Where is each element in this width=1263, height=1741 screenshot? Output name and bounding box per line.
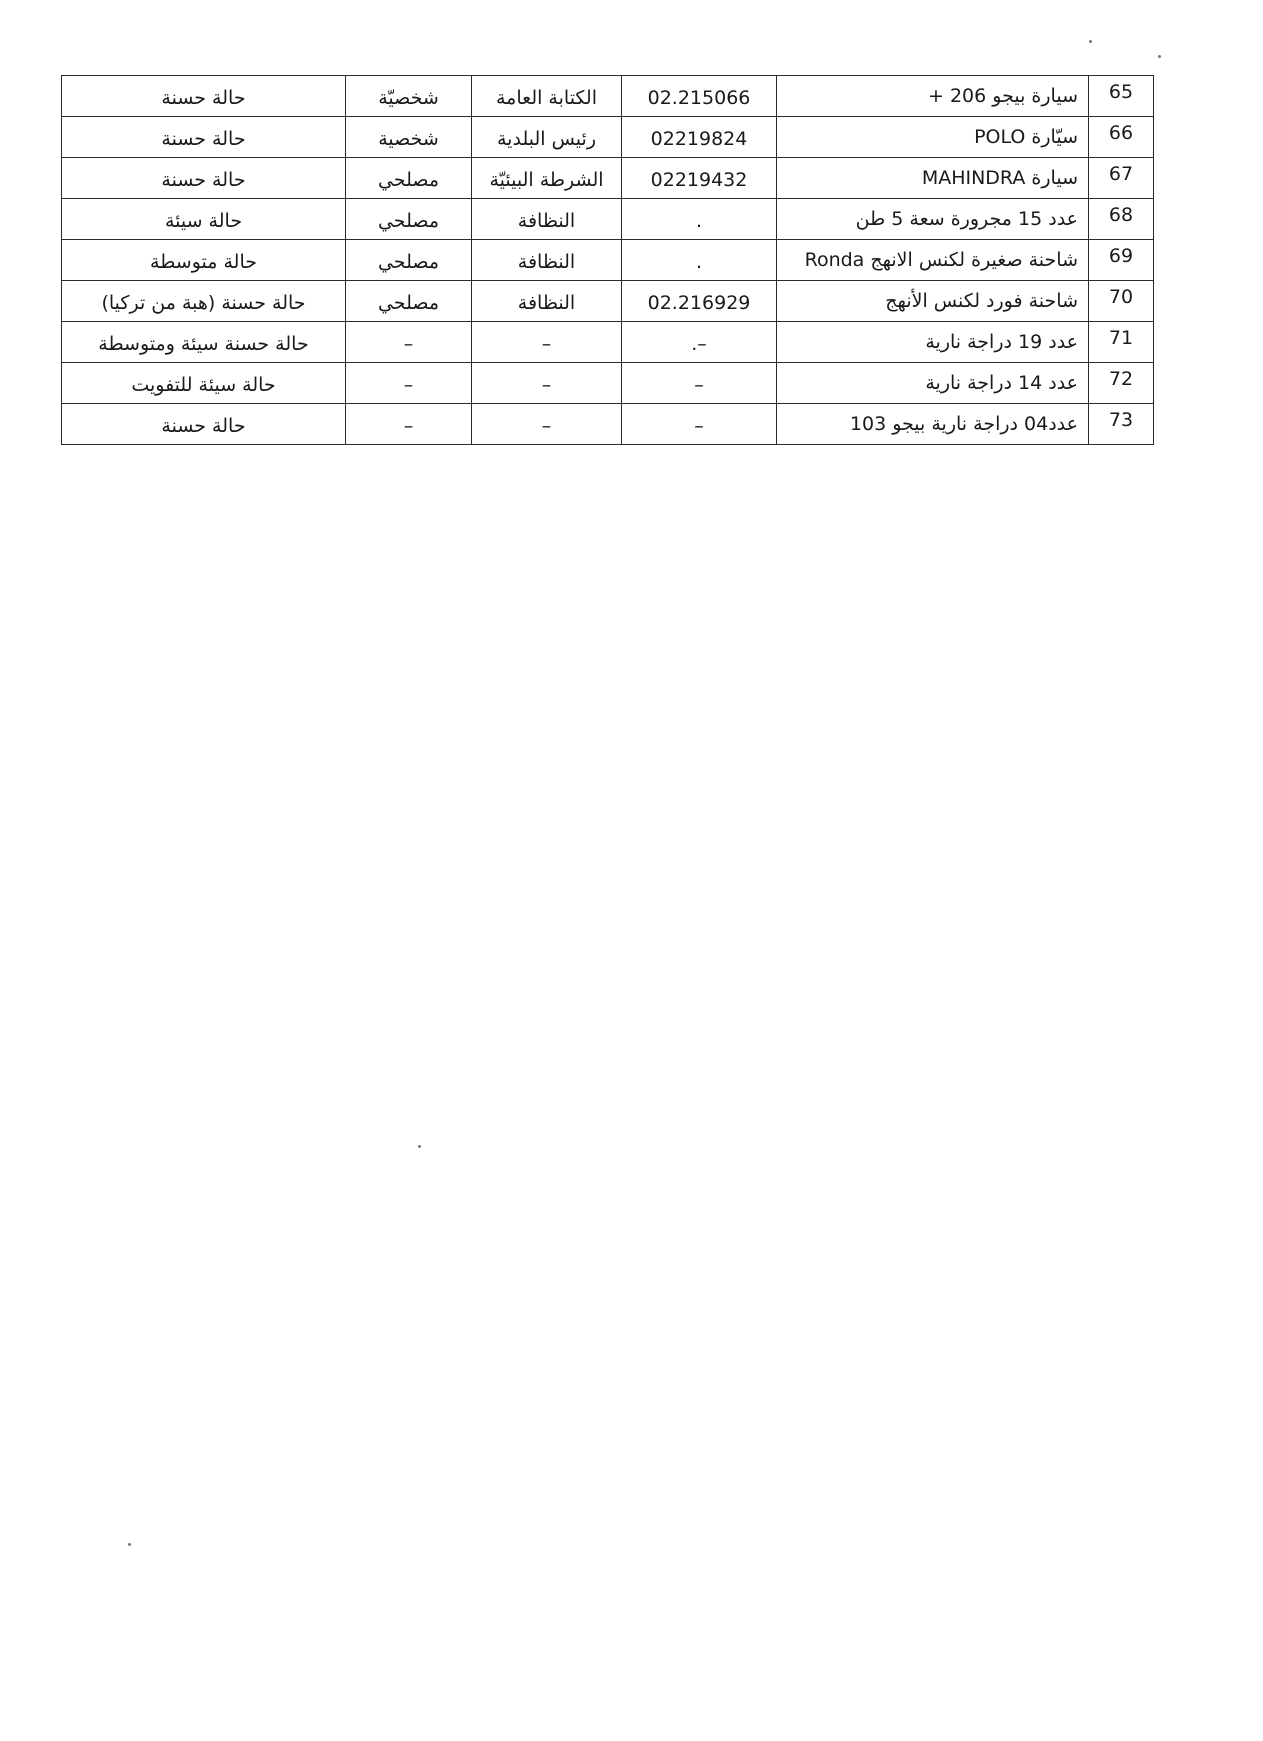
plate-number-cell-text: 02.215066 [647,87,751,109]
plate-number-cell-text: 02219824 [650,128,748,150]
row-number-cell [1089,199,1154,240]
vehicle-description-cell [777,158,1089,199]
usage-type-cell [346,158,472,199]
vehicle-description-cell [777,363,1089,404]
department-cell [472,117,622,158]
usage-type-cell [346,240,472,281]
usage-type-cell-text: – [403,333,414,355]
vehicle-description-cell [777,76,1089,117]
condition-cell-text: حالة حسنة (هبة من تركيا) [101,292,306,314]
department-cell-text: الكتابة العامة [496,87,597,109]
condition-cell [62,76,346,117]
department-cell-text: رئيس البلدية [497,128,596,150]
row-number-cell-text: 66 [1108,122,1134,144]
condition-cell-text: حالة متوسطة [150,251,257,273]
vehicle-description-cell-text: سيّارة POLO [974,126,1078,148]
usage-type-cell [346,117,472,158]
plate-number-cell [622,199,777,240]
usage-type-cell-text: مصلحي [377,169,440,191]
row-number-cell-text: 71 [1108,327,1134,349]
table-row [62,76,1154,117]
usage-type-cell [346,363,472,404]
row-number-cell [1089,240,1154,281]
usage-type-cell-text: شخصيّة [378,87,439,109]
row-number-cell [1089,76,1154,117]
plate-number-cell [622,322,777,363]
scan-speck [128,1543,131,1546]
department-cell [472,240,622,281]
condition-cell-text: حالة حسنة [161,87,246,109]
plate-number-cell [622,363,777,404]
vehicle-description-cell-text: شاحنة صغيرة لكنس الانهج Ronda [804,249,1078,271]
table-row [62,158,1154,199]
condition-cell-text: حالة سيئة للتفويت [131,374,276,396]
plate-number-cell-text: . [695,210,703,232]
row-number-cell-text: 65 [1108,81,1134,103]
usage-type-cell-text: – [403,415,414,437]
usage-type-cell-text: مصلحي [377,251,440,273]
plate-number-cell [622,240,777,281]
condition-cell [62,199,346,240]
table-row [62,199,1154,240]
vehicle-description-cell-text: عدد 19 دراجة نارية [925,331,1078,353]
department-cell-text: النظافة [517,292,576,314]
table-row [62,322,1154,363]
row-number-cell [1089,404,1154,445]
plate-number-cell [622,117,777,158]
condition-cell-text: حالة حسنة [161,415,246,437]
condition-cell [62,363,346,404]
usage-type-cell [346,281,472,322]
condition-cell [62,158,346,199]
department-cell [472,199,622,240]
row-number-cell [1089,363,1154,404]
row-number-cell-text: 69 [1108,245,1134,267]
department-cell [472,158,622,199]
usage-type-cell [346,404,472,445]
row-number-cell-text: 70 [1108,286,1134,308]
vehicle-description-cell [777,199,1089,240]
row-number-cell-text: 68 [1108,204,1134,226]
vehicle-description-cell [777,322,1089,363]
department-cell [472,404,622,445]
vehicle-description-cell [777,404,1089,445]
vehicle-inventory-table [61,75,1154,445]
vehicle-description-cell-text: عدد04 دراجة نارية بيجو 103 [849,413,1078,435]
vehicle-description-cell [777,281,1089,322]
department-cell-text: النظافة [517,251,576,273]
row-number-cell-text: 73 [1108,409,1134,431]
department-cell [472,76,622,117]
table-row [62,240,1154,281]
row-number-cell-text: 72 [1108,368,1134,390]
row-number-cell [1089,117,1154,158]
condition-cell-text: حالة حسنة [161,128,246,150]
department-cell-text: – [541,374,552,396]
condition-cell-text: حالة حسنة سيئة ومتوسطة [98,333,309,355]
table-body [62,76,1154,445]
department-cell [472,322,622,363]
row-number-cell [1089,158,1154,199]
vehicle-description-cell-text: عدد 14 دراجة نارية [925,372,1078,394]
usage-type-cell [346,322,472,363]
usage-type-cell [346,76,472,117]
department-cell [472,281,622,322]
table-row [62,363,1154,404]
plate-number-cell-text: –. [691,333,707,355]
vehicle-description-cell-text: شاحنة فورد لكنس الأنهج [885,290,1078,312]
plate-number-cell [622,158,777,199]
table-row [62,117,1154,158]
condition-cell-text: حالة حسنة [161,169,246,191]
plate-number-cell [622,76,777,117]
row-number-cell-text: 67 [1108,163,1134,185]
row-number-cell [1089,281,1154,322]
vehicle-description-cell [777,240,1089,281]
vehicle-description-cell-text: سيارة MAHINDRA [921,167,1078,189]
vehicle-description-cell-text: عدد 15 مجرورة سعة 5 طن [855,208,1078,230]
plate-number-cell [622,281,777,322]
department-cell-text: النظافة [517,210,576,232]
plate-number-cell-text: 02219432 [650,169,748,191]
vehicle-description-cell [777,117,1089,158]
department-cell-text: الشرطة البيئيّة [489,169,604,191]
condition-cell [62,404,346,445]
usage-type-cell [346,199,472,240]
condition-cell [62,322,346,363]
department-cell [472,363,622,404]
condition-cell [62,117,346,158]
usage-type-cell-text: شخصية [378,128,439,150]
condition-cell-text: حالة سيئة [164,210,243,232]
vehicle-description-cell-text: سيارة بيجو 206 + [928,85,1078,107]
row-number-cell [1089,322,1154,363]
department-cell-text: – [541,333,552,355]
scan-speck [1089,40,1092,43]
plate-number-cell-text: – [694,415,704,437]
plate-number-cell-text: – [694,374,704,396]
department-cell-text: – [541,415,552,437]
usage-type-cell-text: مصلحي [377,292,440,314]
plate-number-cell [622,404,777,445]
plate-number-cell-text: . [695,251,703,273]
condition-cell [62,281,346,322]
table-row [62,281,1154,322]
usage-type-cell-text: مصلحي [377,210,440,232]
scan-speck [1158,55,1161,58]
plate-number-cell-text: 02.216929 [647,292,751,314]
usage-type-cell-text: – [403,374,414,396]
scan-speck [418,1145,421,1148]
table-row [62,404,1154,445]
condition-cell [62,240,346,281]
